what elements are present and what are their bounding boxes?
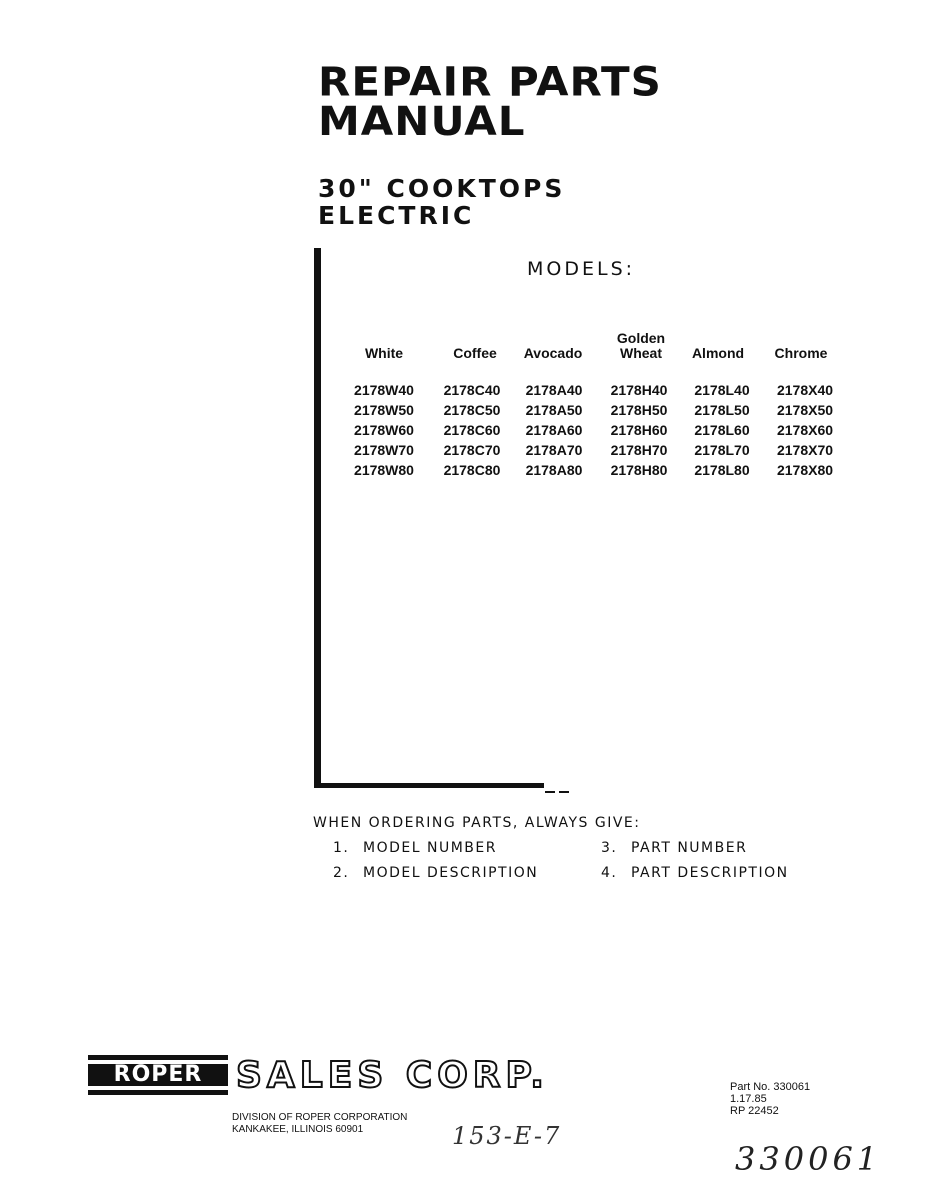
subtitle-line-1: 30" COOKTOPS bbox=[318, 174, 566, 203]
title-line-1: REPAIR PARTS bbox=[318, 58, 662, 105]
model-column-almond bbox=[677, 380, 767, 480]
model-code: 2178W70 bbox=[354, 442, 414, 458]
ordering-item bbox=[601, 840, 747, 856]
column-header-coffee: Coffee bbox=[453, 345, 497, 361]
manual-subtitle bbox=[318, 175, 565, 229]
ordering-item-text: PART NUMBER bbox=[631, 840, 748, 856]
title-line-2: MANUAL bbox=[318, 98, 526, 145]
handwritten-code: 153-E-7 bbox=[452, 1122, 562, 1150]
model-code: 2178X70 bbox=[776, 442, 834, 458]
model-column-chrome bbox=[760, 380, 850, 480]
ordering-item bbox=[333, 865, 538, 881]
roper-wordmark: ROPER bbox=[88, 1064, 228, 1086]
model-column-coffee bbox=[427, 380, 517, 480]
part-info bbox=[730, 1081, 810, 1117]
model-code: 2178L80 bbox=[694, 462, 750, 478]
models-heading: MODELS: bbox=[527, 258, 636, 280]
ordering-item-number: 2. bbox=[333, 865, 350, 881]
model-code: 2178A60 bbox=[525, 422, 583, 438]
column-header-almond: Almond bbox=[691, 345, 745, 361]
ordering-item bbox=[333, 840, 497, 856]
model-code: 2178C60 bbox=[443, 422, 501, 438]
ordering-item-text: MODEL DESCRIPTION bbox=[363, 865, 539, 881]
model-code: 2178X40 bbox=[776, 382, 834, 398]
model-code: 2178A70 bbox=[525, 442, 583, 458]
model-column-golden-wheat bbox=[594, 380, 684, 480]
model-code: 2178W60 bbox=[354, 422, 414, 438]
print-date: 1.17.85 bbox=[730, 1093, 767, 1105]
model-code: 2178C40 bbox=[443, 382, 501, 398]
ordering-item bbox=[601, 865, 789, 881]
part-number: Part No. 330061 bbox=[730, 1081, 811, 1093]
ordering-item-number: 4. bbox=[601, 865, 618, 881]
model-code: 2178H60 bbox=[610, 422, 668, 438]
model-code: 2178H70 bbox=[610, 442, 668, 458]
ordering-item-text: MODEL NUMBER bbox=[363, 840, 497, 856]
model-code: 2178L50 bbox=[694, 402, 750, 418]
model-code: 2178C70 bbox=[443, 442, 501, 458]
model-code: 2178H50 bbox=[610, 402, 668, 418]
model-code: 2178A40 bbox=[525, 382, 583, 398]
model-code: 2178C80 bbox=[443, 462, 501, 478]
logo-top-bar bbox=[88, 1055, 228, 1060]
ordering-item-text: PART DESCRIPTION bbox=[631, 865, 789, 881]
model-code: 2178A80 bbox=[525, 462, 583, 478]
column-header-white: White bbox=[364, 345, 404, 361]
manual-title bbox=[318, 58, 662, 145]
rp-number: RP 22452 bbox=[730, 1105, 779, 1117]
handwritten-part-number: 330061 bbox=[735, 1140, 882, 1178]
model-code: 2178W80 bbox=[354, 462, 414, 478]
model-code: 2178X50 bbox=[776, 402, 834, 418]
model-code: 2178A50 bbox=[525, 402, 583, 418]
address-line: KANKAKEE, ILLINOIS 60901 bbox=[232, 1124, 364, 1135]
model-code: 2178H80 bbox=[610, 462, 668, 478]
frame-left-rule bbox=[314, 248, 321, 788]
model-code: 2178X80 bbox=[776, 462, 834, 478]
model-code: 2178H40 bbox=[610, 382, 668, 398]
sales-corp-wordmark: SALES CORP. bbox=[236, 1055, 549, 1096]
model-code: 2178L70 bbox=[694, 442, 750, 458]
model-column-white bbox=[339, 380, 429, 480]
ordering-item-number: 3. bbox=[601, 840, 618, 856]
model-code: 2178W50 bbox=[354, 402, 414, 418]
model-code: 2178L40 bbox=[694, 382, 750, 398]
frame-bottom-rule bbox=[314, 783, 544, 788]
column-header-chrome: Chrome bbox=[774, 345, 828, 361]
model-code: 2178X60 bbox=[776, 422, 834, 438]
column-header-golden-wheat: Golden Wheat bbox=[616, 330, 666, 361]
ordering-item-number: 1. bbox=[333, 840, 350, 856]
model-code: 2178L60 bbox=[694, 422, 750, 438]
division-address bbox=[232, 1112, 407, 1136]
model-column-avocado bbox=[509, 380, 599, 480]
frame-dash-mark bbox=[545, 791, 571, 793]
model-code: 2178W40 bbox=[354, 382, 414, 398]
division-line: DIVISION OF ROPER CORPORATION bbox=[232, 1112, 408, 1123]
logo-bottom-bar bbox=[88, 1090, 228, 1095]
model-code: 2178C50 bbox=[443, 402, 501, 418]
subtitle-line-2: ELECTRIC bbox=[318, 201, 475, 230]
roper-logo bbox=[88, 1055, 228, 1095]
ordering-heading: WHEN ORDERING PARTS, ALWAYS GIVE: bbox=[313, 815, 641, 831]
column-header-avocado: Avocado bbox=[523, 345, 583, 361]
